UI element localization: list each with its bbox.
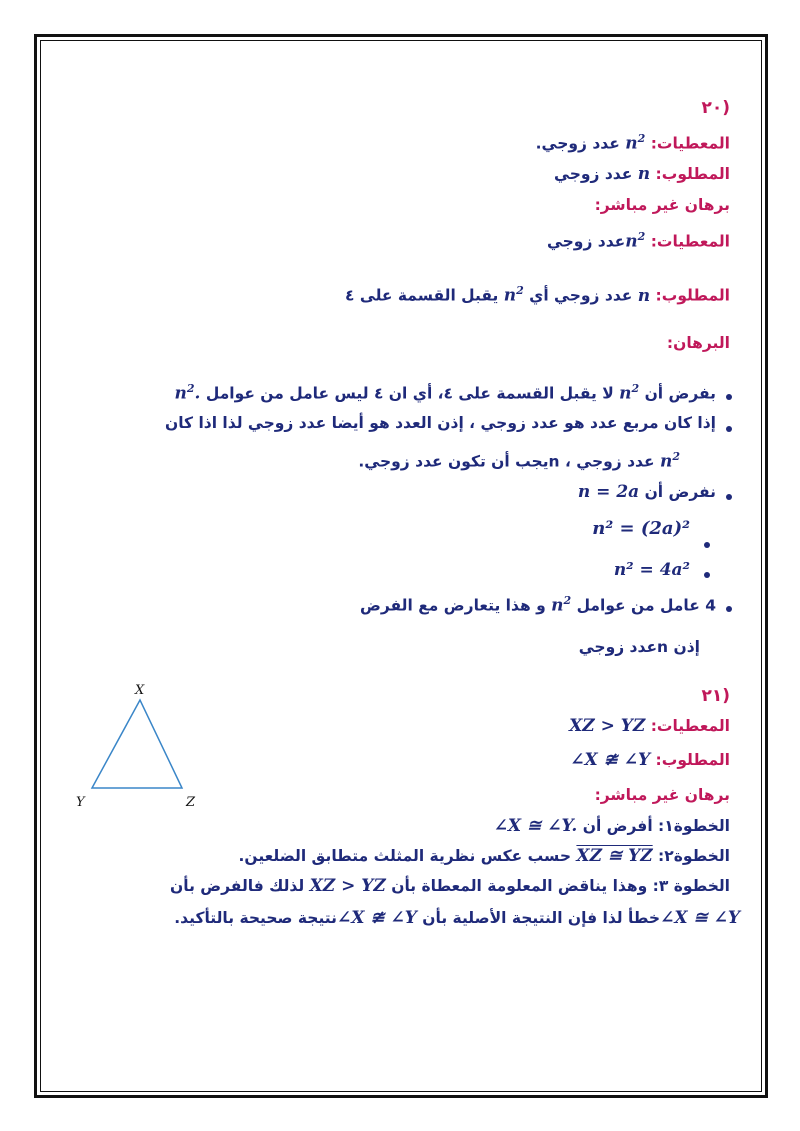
givens2-text: عدد زوجي bbox=[546, 232, 626, 251]
triangle-diagram bbox=[70, 680, 220, 815]
step-2-math: XZ ≅ YZ bbox=[576, 846, 653, 866]
step-1-text: أفرض أن bbox=[582, 817, 653, 835]
required2-math-b: $n^2$ bbox=[503, 284, 524, 306]
givens-label: المعطيات: bbox=[650, 134, 730, 153]
problem-21-givens bbox=[569, 716, 730, 736]
required2-text-a: عدد زوجي أي bbox=[529, 286, 633, 305]
givens-label: المعطيات: bbox=[650, 717, 730, 735]
bullet-1-text-b: لا يقبل القسمة على ٤، أي ان ٤ ليس عامل من عوامل bbox=[205, 384, 614, 403]
step-4 bbox=[174, 908, 740, 928]
required-label: المطلوب: bbox=[655, 751, 730, 769]
givens2-math: $n^2$ bbox=[625, 230, 646, 252]
vertex-label-z: Z bbox=[186, 795, 196, 810]
bullet-dot bbox=[704, 572, 710, 578]
conclusion: إذن nعدد زوجي bbox=[578, 638, 700, 656]
step-2-label: الخطوة٢: bbox=[658, 847, 730, 865]
givens-text: عدد زوجي. bbox=[535, 134, 620, 153]
bullet-4 bbox=[592, 518, 690, 539]
step-3-text-a: وهذا يناقض المعلومة المعطاة بأن bbox=[391, 877, 648, 895]
step-3 bbox=[170, 876, 730, 896]
bullet-1-text-a: بفرض أن bbox=[644, 384, 716, 403]
givens-math: $n^2$ bbox=[625, 132, 646, 154]
problem-20-required-2 bbox=[345, 284, 730, 306]
step-1-math: ∠X ≅ ∠Y. bbox=[493, 816, 578, 836]
step-3-label: الخطوة ٣: bbox=[652, 877, 730, 895]
bullet-6-text-b: و هذا يتعارض مع الفرض bbox=[360, 596, 546, 615]
bullet-4-math: n² = (2a)² bbox=[592, 518, 690, 539]
bullet-2-continuation bbox=[358, 450, 680, 472]
step-2-text: حسب عكس نظرية المثلث متطابق الضلعين. bbox=[238, 847, 571, 865]
problem-20-number: (٢٠ bbox=[701, 98, 730, 118]
bullet-dot bbox=[704, 542, 710, 548]
vertex-label-y: Y bbox=[76, 795, 85, 810]
triangle-xyz bbox=[92, 700, 182, 788]
step-4-text-b: نتيجة صحيحة بالتأكيد. bbox=[174, 909, 337, 927]
step-4-math-b: ∠X ≇ ∠Y bbox=[336, 908, 417, 928]
givens2-label: المعطيات: bbox=[650, 232, 730, 251]
required-math: n bbox=[637, 164, 651, 184]
required-text: عدد زوجي bbox=[554, 165, 633, 183]
bullet-2-math: $n^2$ bbox=[659, 450, 680, 472]
bullet-5 bbox=[614, 560, 690, 580]
required2-text-b: يقبل القسمة على ٤ bbox=[345, 286, 499, 305]
bullet-3-math: n = 2a bbox=[577, 482, 640, 502]
required-math: ∠X ≇ ∠Y bbox=[570, 750, 651, 770]
proof-label: البرهان: bbox=[666, 334, 730, 352]
bullet-6-math: $n^2$ bbox=[551, 594, 572, 616]
bullet-1 bbox=[175, 382, 717, 404]
bullet-dot bbox=[726, 606, 732, 612]
problem-21-required bbox=[570, 750, 730, 770]
step-4-text: خطأ لذا فإن النتيجة الأصلية بأن bbox=[422, 909, 661, 927]
bullet-6 bbox=[360, 594, 716, 616]
step-2 bbox=[239, 846, 731, 866]
bullet-3-text: نفرض أن bbox=[644, 483, 716, 501]
problem-20-required bbox=[554, 164, 730, 184]
bullet-6-text-a: 4 عامل من عوامل bbox=[576, 596, 716, 615]
required2-label: المطلوب: bbox=[655, 286, 730, 305]
required2-math: n bbox=[637, 285, 651, 306]
step-1-label: الخطوة١: bbox=[658, 817, 730, 835]
required-label: المطلوب: bbox=[655, 165, 730, 183]
vertex-label-x: X bbox=[135, 683, 145, 698]
problem-21-number: (٢١ bbox=[701, 686, 730, 706]
problem-20-givens-2 bbox=[547, 230, 730, 252]
bullet-5-math: n² = 4a² bbox=[613, 560, 690, 580]
bullet-dot bbox=[726, 394, 732, 400]
bullet-2-cont-text: عدد زوجي ، nيجب أن تكون عدد زوجي. bbox=[358, 452, 655, 471]
bullet-1-math-2: $n^2$. bbox=[174, 382, 201, 404]
bullet-1-math: $n^2$ bbox=[619, 382, 640, 404]
step-4-math-a: ∠X ≅ ∠Y bbox=[660, 908, 740, 928]
givens-math: XZ > YZ bbox=[569, 716, 646, 736]
bullet-dot bbox=[726, 494, 732, 500]
problem-20-method: برهان غير مباشر: bbox=[594, 196, 730, 214]
bullet-3 bbox=[578, 482, 716, 502]
step-1 bbox=[494, 816, 730, 836]
bullet-dot bbox=[726, 426, 732, 432]
problem-21-method: برهان غير مباشر: bbox=[594, 786, 730, 804]
step-3-text-b: لذلك فالفرض بأن bbox=[170, 877, 305, 895]
step-3-math: XZ > YZ bbox=[309, 876, 386, 896]
problem-20-givens bbox=[536, 132, 730, 154]
bullet-2: إذا كان مربع عدد هو عدد زوجي ، إذن العدد هو أيضا عدد زوجي لذا اذا كان bbox=[165, 414, 716, 432]
